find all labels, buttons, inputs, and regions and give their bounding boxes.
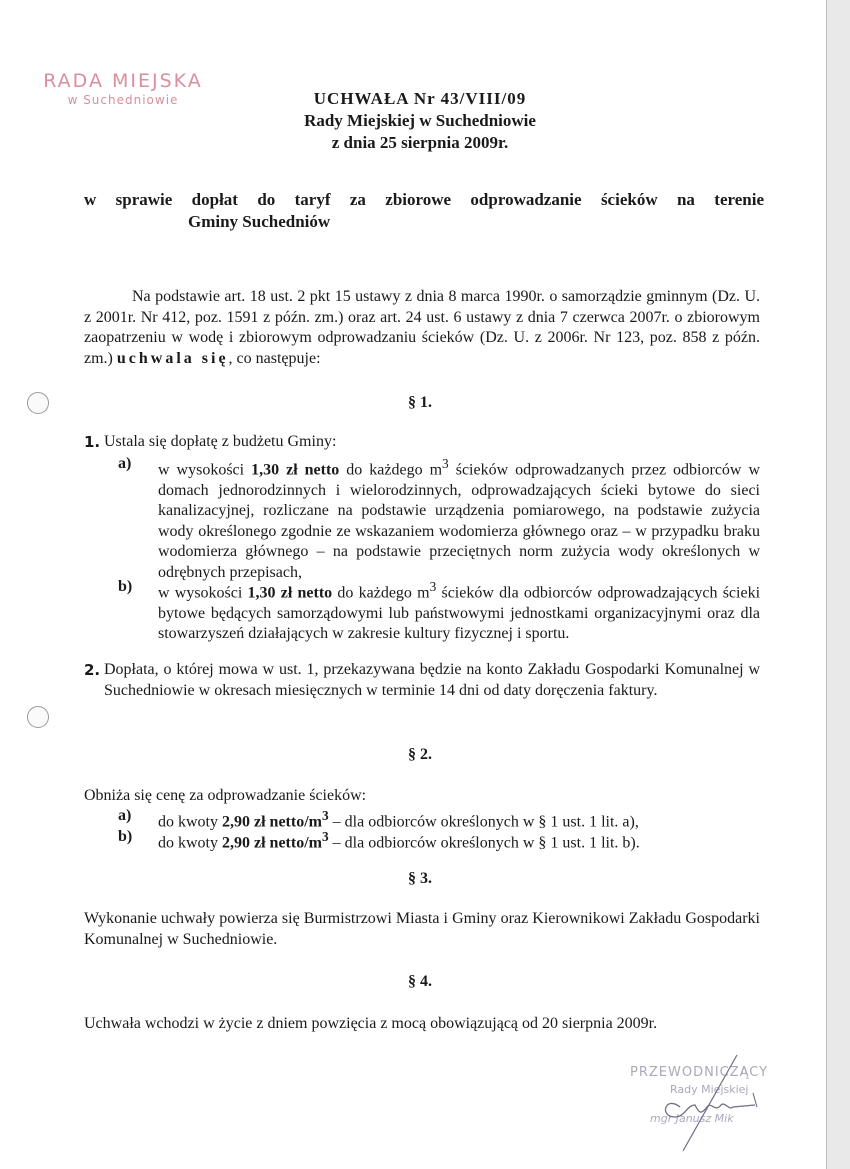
section-1-heading: § 1. (408, 394, 432, 411)
s2-b-post: – dla odbiorców określonych w § 1 ust. 1 lit. b). (328, 834, 640, 852)
s1-1a-post: ścieków odprowadzanych przez odbiorców w domach jednorodzinnych i wielorodzinnych, odprowadzających ścieki bytowe do sieci kanalizacyjnej, rozliczane na podstawie urządzenia pomiarowego, na podstawie zużycia wody określonego zgodnie ze wskazaniem wodomierza głównego oraz – w przypadku braku wodomierza głównego – na podstawie przeciętnych norm zużycia wody określonych w odrębnych przepisach, (158, 461, 761, 581)
legal-basis-tail: , co następuje: (228, 349, 321, 367)
s1-1b-sup: 3 (429, 579, 437, 594)
s2-item-b-marker: b) (118, 828, 133, 845)
signature-title: PRZEWODNICZĄCY (630, 1065, 769, 1080)
s4-text: Uchwała wchodzi w życie z dniem powzięcia z mocą obowiązującą od 20 sierpnia 2009r. (84, 1015, 658, 1032)
handwritten-signature (625, 1055, 785, 1155)
resolution-date: z dnia 25 sierpnia 2009r. (331, 133, 509, 152)
s1-1a-sup: 3 (442, 456, 449, 471)
s2-a-post: – dla odbiorców określonych w § 1 ust. 1 lit. a), (328, 813, 639, 831)
s2-b-sup: 3 (321, 829, 329, 844)
chairman-signature-stamp (625, 1055, 785, 1155)
punch-hole-top (27, 392, 49, 414)
signature-body: Rady Miejskiej (670, 1083, 749, 1096)
s1-1b-amount: 1,30 zł netto (247, 584, 333, 602)
s1-item-1b-marker: b) (118, 578, 133, 595)
s2-b-pre: do kwoty (158, 834, 222, 852)
section-3-heading: § 3. (408, 870, 432, 887)
s2-intro: Obniża się cenę za odprowadzanie ścieków: (84, 787, 367, 804)
s2-a-sup: 3 (321, 808, 329, 823)
scanner-edge (826, 0, 850, 1169)
s1-item-1a (118, 454, 760, 583)
stamp-line-2: w Suchedniowie (67, 93, 179, 107)
s1-item-2 (84, 660, 760, 701)
s1-1b-post: ścieków dla odbiorców odprowadzających ścieki bytowe będących samorządowymi lub państwowymi jednostkami organizacyjnymi oraz dla stowarzyszeń działających w zakresie kultury fizycznej i sportu. (158, 584, 761, 643)
signature-name: mgr Janusz Mik (650, 1112, 734, 1125)
subject-line-2: Gminy Suchedniów (188, 212, 331, 231)
s1-item-1a-marker: a) (118, 455, 132, 472)
s2-item-a-marker: a) (118, 807, 132, 824)
s2-b-amount: 2,90 zł netto/m (222, 834, 322, 852)
s1-item-1 (84, 432, 760, 453)
s1-item-1b (118, 577, 760, 645)
council-stamp (28, 70, 218, 107)
s1-item-2-number: 2. (84, 661, 101, 679)
document-header (230, 88, 610, 154)
s1-1b-pre: w wysokości (158, 584, 248, 602)
resolution-number: UCHWAŁA Nr 43/VIII/09 (313, 89, 527, 108)
s3-text: Wykonanie uchwały powierza się Burmistrzowi Miasta i Gminy oraz Kierownikowi Zakładu Gospodarki Komunalnej w Suchedniowie. (84, 910, 760, 948)
issuing-body: Rady Miejskiej w Suchedniowie (304, 111, 536, 130)
punch-hole-bottom (27, 706, 49, 728)
s2-a-amount: 2,90 zł netto/m (222, 813, 322, 831)
s1-item-1-number: 1. (84, 433, 101, 451)
section-2-heading: § 2. (408, 746, 432, 763)
resolve-phrase: uchwala się (116, 349, 229, 367)
stamp-line-1: RADA MIEJSKA (43, 70, 203, 92)
s1-item-2-text: Dopłata, o której mowa w ust. 1, przekazywana będzie na konto Zakładu Gospodarki Komunalnej w Suchedniowie w okresach miesięcznych w terminie 14 dni od daty doręczenia faktury. (104, 661, 760, 699)
s1-item-1-text: Ustala się dopłatę z budżetu Gminy: (104, 433, 337, 450)
s1-1a-pre: w wysokości (158, 461, 252, 479)
subject-line-1: w sprawie dopłat do taryf za zbiorowe odprowadzanie ścieków na terenie (84, 190, 764, 209)
section-4-heading: § 4. (408, 973, 432, 990)
s1-1a-amount: 1,30 zł netto (251, 461, 340, 479)
s2-item-b (118, 827, 760, 854)
s2-a-pre: do kwoty (158, 813, 222, 831)
s1-1a-mid: do każdego m (339, 461, 443, 479)
s1-1b-mid: do każdego m (332, 584, 430, 602)
legal-basis-text: Na podstawie art. 18 ust. 2 pkt 15 ustawy z dnia 8 marca 1990r. o samorządzie gminnym (Dz. U. z 2001r. Nr 412, poz. 1591 z późn. zm.) oraz art. 24 ust. 6 ustawy z dnia 7 czerwca 2007r. o zbiorowym zaopatrzeniu w wodę i zbiorowym odprowadzaniu ścieków (Dz. U. z 2006r. Nr 123, poz. 858 z późn. zm.) (84, 288, 760, 367)
subject (84, 189, 764, 233)
legal-basis (84, 287, 760, 369)
